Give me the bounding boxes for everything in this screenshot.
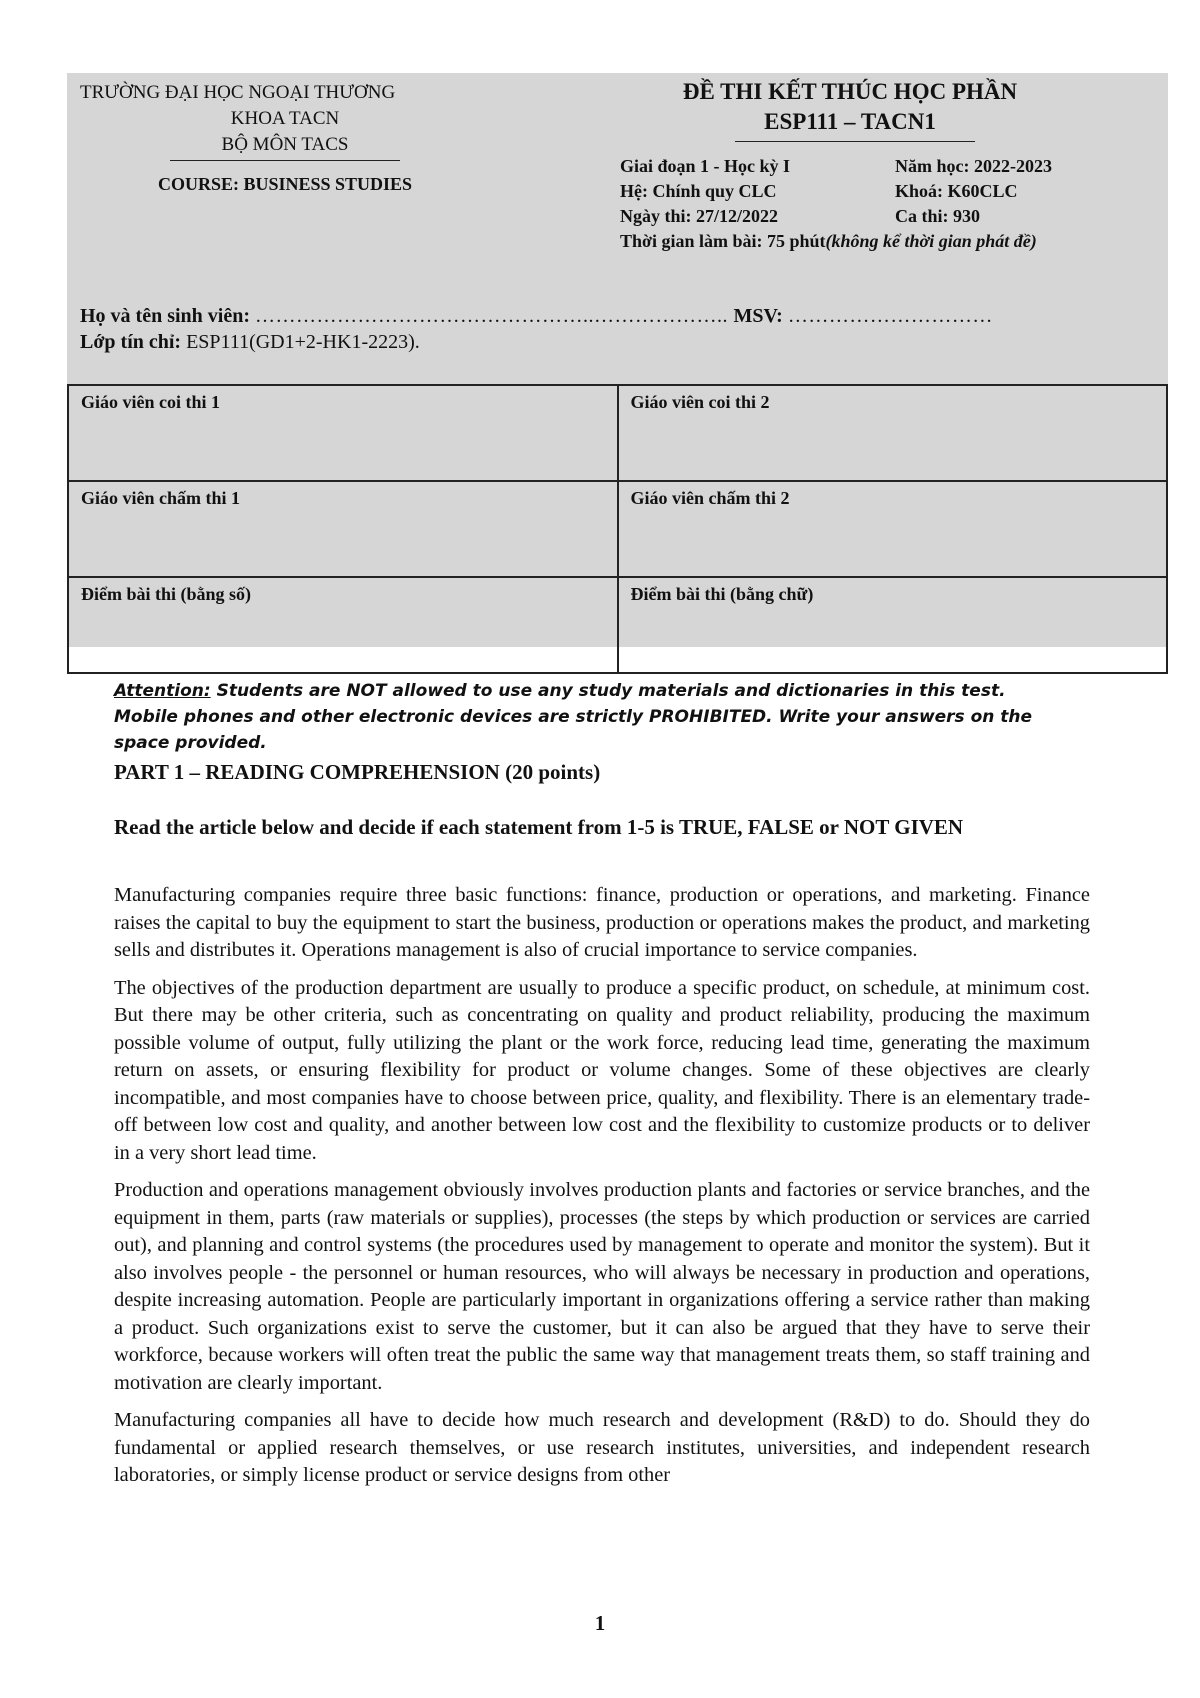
exam-shift: Ca thi: 930 — [895, 206, 980, 226]
program: Hệ: Chính quy CLC — [620, 181, 777, 201]
article-paragraph: Manufacturing companies require three basic functions: finance, production or operations, and marketing. Finance raises the capital to buy the equipment to start the business, production or operations makes the product, and marketing sells and distributes it. Operations management is also of crucial importance to service companies. — [114, 884, 1090, 961]
article — [114, 882, 1090, 1500]
attention-notice — [114, 678, 1074, 756]
attention-label: Attention: — [114, 681, 211, 701]
student-id-field[interactable]: ………………………… — [787, 305, 993, 327]
student-name-field[interactable]: …………………………………………..……………….. — [255, 305, 734, 327]
school-year: Năm học: 2022-2023 — [895, 156, 1052, 176]
student-id-label: MSV: — [733, 305, 783, 327]
exam-code: ESP111 – TACN1 — [764, 109, 936, 134]
exam-title: ĐỀ THI KẾT THÚC HỌC PHẦN — [682, 79, 1018, 104]
table-row — [68, 481, 1167, 577]
exam-duration: Thời gian làm bài: 75 phút — [620, 231, 826, 251]
grader-2-cell[interactable]: Giáo viên chấm thi 2 — [618, 481, 1168, 577]
meta-row-2 — [620, 179, 1140, 204]
duration-note: (không kể thời gian phát đề) — [825, 231, 1037, 251]
proctor-2-cell[interactable]: Giáo viên coi thi 2 — [618, 385, 1168, 481]
course-name: COURSE: BUSINESS STUDIES — [157, 174, 413, 194]
attention-text: Students are NOT allowed to use any study materials and dictionaries in this test. Mobile phones and other electronic devices are strictly PROHIBITED. Write your answers on the space provided. — [114, 681, 1033, 753]
divider — [735, 141, 975, 142]
table-row — [68, 385, 1167, 481]
institution-block — [80, 80, 490, 197]
grader-1-cell[interactable]: Giáo viên chấm thi 1 — [68, 481, 618, 577]
meta-row-4 — [620, 229, 1140, 254]
cohort: Khoá: K60CLC — [895, 181, 1018, 201]
class-value: ESP111(GD1+2-HK1-2223). — [181, 331, 420, 353]
student-info — [80, 303, 1160, 355]
class-line — [80, 329, 1160, 355]
signature-table — [67, 384, 1168, 674]
exam-date: Ngày thi: 27/12/2022 — [620, 206, 779, 226]
university-name: TRƯỜNG ĐẠI HỌC NGOẠI THƯƠNG — [80, 82, 396, 103]
meta-row-1 — [620, 154, 1140, 179]
part-1-instruction: Read the article below and decide if each statement from 1-5 is TRUE, FALSE or NOT GIVEN — [114, 815, 964, 839]
proctor-1-cell[interactable]: Giáo viên coi thi 1 — [68, 385, 618, 481]
part-1-title: PART 1 – READING COMPREHENSION (20 points) — [114, 760, 601, 784]
department-name: BỘ MÔN TACS — [221, 134, 349, 155]
student-name-line — [80, 303, 1160, 329]
student-name-label: Họ và tên sinh viên: — [80, 305, 251, 327]
article-paragraph: Manufacturing companies all have to decide how much research and development (R&D) to do. Should they do fundamental or applied research themselves, or use research institutes, universities, and independent research laboratories, or simply license product or service designs from other — [114, 1409, 1090, 1486]
article-paragraph: Production and operations management obviously involves production plants and factories or service branches, and the equipment in them, parts (raw materials or supplies), processes (the steps by which production or services are carried out), and planning and control systems (the procedures used by management to operate and monitor the system). But it also involves people - the personnel or human resources, who will always be necessary in production and operations, despite increasing automation. People are particularly important in organizations offering a service rather than making a product. Such organizations exist to serve the customer, but it can also be argued that they have to serve their workforce, because workers will often treat the public the same way that management treats them, so staff training and motivation are clearly important. — [114, 1179, 1090, 1394]
exam-phase: Giai đoạn 1 - Học kỳ I — [620, 156, 791, 176]
score-number-cell[interactable]: Điểm bài thi (bằng số) — [68, 577, 618, 673]
score-words-cell[interactable]: Điểm bài thi (bằng chữ) — [618, 577, 1168, 673]
exam-info-block — [620, 77, 1140, 254]
divider — [170, 160, 400, 161]
page-number: 1 — [594, 1611, 606, 1635]
table-row — [68, 577, 1167, 673]
article-paragraph: The objectives of the production department are usually to produce a specific product, on schedule, at minimum cost. But there may be other criteria, such as concentrating on quality and product reliability, producing the maximum possible volume of output, fully utilizing the plant or the work force, reducing lead time, generating the maximum return on assets, or ensuring flexibility for product or volume changes. Some of these objectives are clearly incompatible, and most companies have to choose between price, quality, and flexibility. There is an elementary trade-off between low cost and quality, and another between low cost and the flexibility to customize products or to deliver in a very short lead time. — [114, 976, 1090, 1164]
meta-row-3 — [620, 204, 1140, 229]
class-label: Lớp tín chỉ: — [80, 331, 182, 353]
faculty-name: KHOA TACN — [230, 108, 340, 129]
